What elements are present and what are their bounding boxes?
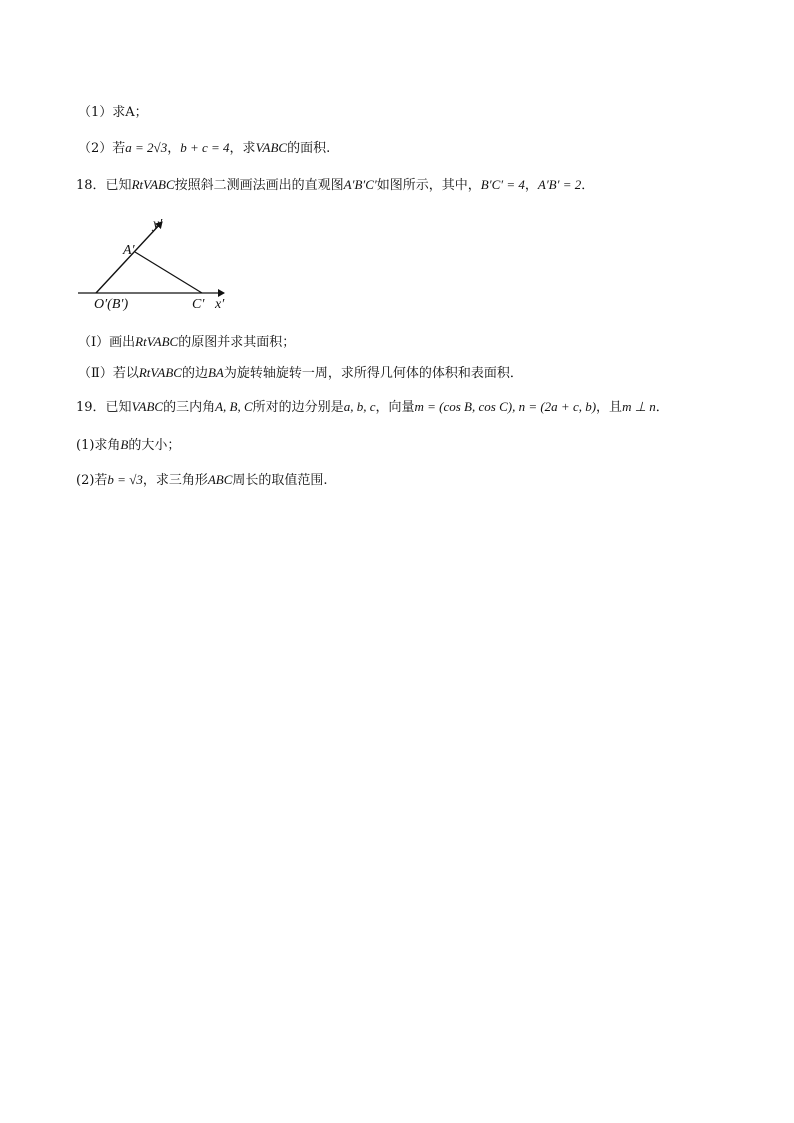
q17-part1: （1）求A； bbox=[78, 105, 148, 120]
oblique-projection-figure bbox=[74, 212, 244, 316]
q18-part1: （Ⅰ）画出RtVABC的原图并求其面积； bbox=[78, 334, 296, 350]
q17-part2: （2）若a = 2√3，b + c = 4，求VABC的面积. bbox=[78, 140, 331, 156]
q19-part2: (2)若b = √3，求三角形ABC周长的取值范围. bbox=[76, 472, 328, 488]
label-y-prime: y′ bbox=[153, 217, 163, 232]
label-o-prime-b-prime: O′(B′) bbox=[94, 297, 129, 312]
q19-part1: (1)求角B的大小； bbox=[76, 437, 181, 453]
label-a-prime: A′ bbox=[123, 243, 135, 258]
label-x-prime: x′ bbox=[215, 297, 225, 312]
q18-part2: （Ⅱ）若以RtVABC的边BA为旋转轴旋转一周，求所得几何体的体积和表面积． bbox=[78, 365, 523, 381]
question-number: 19． bbox=[76, 400, 106, 415]
question-number: 18． bbox=[76, 178, 106, 193]
segment-a-c bbox=[135, 252, 202, 293]
q19-stem: 19．已知VABC的三内角A, B, C所对的边分别是a, b, c，向量m = (cos B, cos C), n = (2a + c, b)，且m ⊥ n． bbox=[76, 399, 669, 415]
label-c-prime: C′ bbox=[192, 297, 205, 312]
q18-stem: 18．已知RtVABC按照斜二测画法画出的直观图A′B′C′如图所示，其中，B′C′ = 4，A′B′ = 2． bbox=[76, 177, 595, 193]
